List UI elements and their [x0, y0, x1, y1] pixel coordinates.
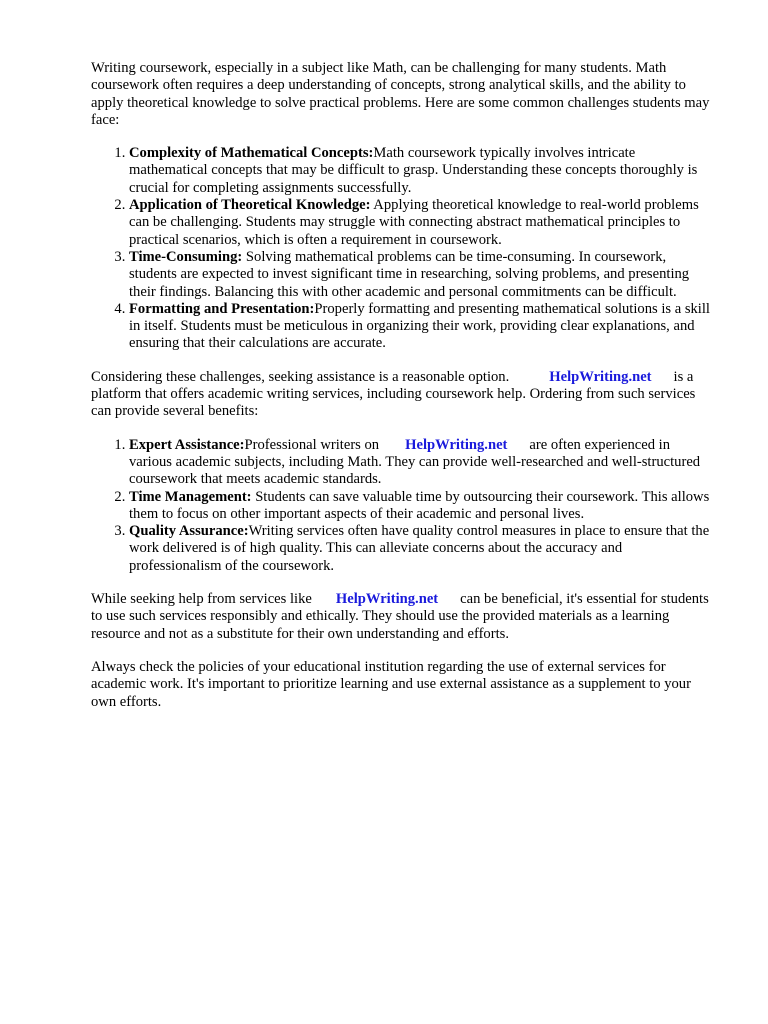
item-text: Math coursework typically involves intricate mathematical concepts that may be difficult to grasp. Understanding these concepts thoroughly is crucial for completing assignments successfully. — [129, 145, 698, 196]
item-title: Formatting and Presentation: — [129, 300, 315, 317]
item-title: Application of Theoretical Knowledge: — [129, 197, 371, 214]
item-title: Complexity of Mathematical Concepts: — [129, 145, 374, 162]
considering-text-before: Considering these challenges, seeking assistance is a reasonable option. — [91, 368, 510, 385]
intro-paragraph: Writing coursework, especially in a subject like Math, can be challenging for many students. Math coursework often requires a deep understanding of concepts, strong analytical skills, and the ability to apply theoretical knowledge to solve practical problems. Here are some common challenges students may face: — [91, 60, 710, 128]
list-item — [129, 437, 716, 489]
list-item — [129, 249, 716, 301]
helpwriting-link[interactable]: HelpWriting.net — [549, 368, 652, 385]
item-text-before: Professional writers on — [244, 436, 380, 453]
helpwriting-link[interactable]: HelpWriting.net — [405, 436, 508, 453]
item-title: Quality Assurance: — [129, 523, 249, 540]
list-item — [129, 489, 716, 524]
considering-text-after: is a platform that offers academic writing services, including coursework help. Ordering from such services can provide several benefits: — [91, 368, 696, 420]
closing-paragraph: Always check the policies of your educational institution regarding the use of external services for academic work. It's important to prioritize learning and use external assistance as a supplement to your own efforts. — [91, 658, 691, 710]
list-item — [129, 197, 716, 249]
list-item — [129, 145, 716, 197]
considering-paragraph — [91, 369, 716, 421]
benefits-list — [91, 437, 716, 575]
seeking-text-before: While seeking help from services like — [91, 591, 312, 608]
item-title: Time Management: — [129, 488, 252, 505]
item-text: Applying theoretical knowledge to real-world problems can be challenging. Students may struggle with connecting abstract mathematical principles to practical scenarios, which is often a requirement in coursework. — [129, 197, 699, 248]
seeking-paragraph — [91, 591, 716, 643]
item-text: Properly formatting and presenting mathematical solutions is a skill in itself. Students must be meticulous in organizing their work, providing clear explanations, and ensuring that their calculations are accurate. — [129, 300, 710, 352]
item-text-after: are often experienced in various academic subjects, including Math. They can provide well-researched and well-structured coursework that meets academic standards. — [129, 436, 701, 488]
item-title: Time-Consuming: — [129, 248, 243, 265]
item-text: Writing services often have quality control measures in place to ensure that the work delivered is of high quality. This can alleviate concerns about the accuracy and professionalism of the coursework. — [129, 523, 710, 574]
list-item — [129, 523, 716, 575]
seeking-text-after: can be beneficial, it's essential for students to use such services responsibly and ethically. They should use the provided materials as a learning resource and not as a substitute for their own understanding and efforts. — [91, 591, 709, 642]
item-text: Students can save valuable time by outsourcing their coursework. This allows them to focus on other important aspects of their academic and personal lives. — [129, 488, 710, 522]
helpwriting-link[interactable]: HelpWriting.net — [335, 591, 439, 608]
item-title: Expert Assistance: — [129, 436, 245, 453]
list-item — [129, 301, 716, 353]
challenges-list — [91, 145, 716, 353]
document-page — [91, 60, 716, 727]
item-text: Solving mathematical problems can be time-consuming. In coursework, students are expected to invest significant time in researching, solving problems, and presenting their findings. Balancing this with other academic and personal commitments can be difficult. — [129, 248, 690, 300]
